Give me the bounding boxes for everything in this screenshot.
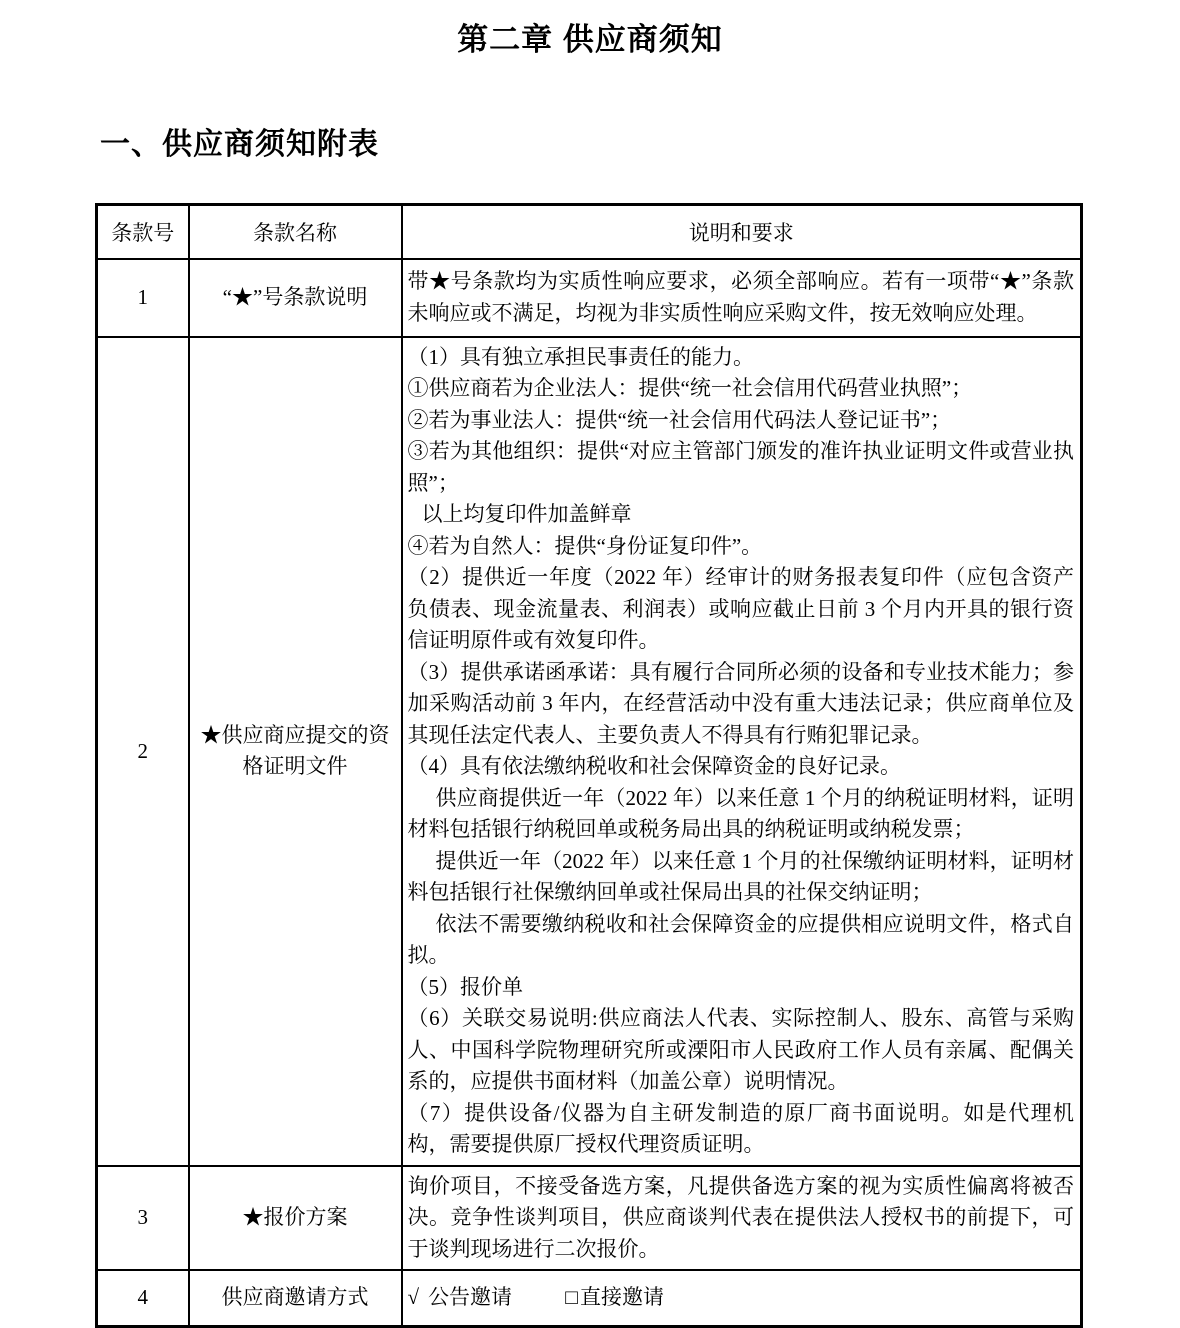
desc-paragraph: （5）报价单 [407,974,523,999]
desc-paragraph: （3）提供承诺函承诺：具有履行合同所必须的设备和专业技术能力；参加采购活动前 3 年内，在经营活动中没有重大违法记录；供应商单位及其现任法定代表人、主要负责人不得具有行贿犯罪记录。 [407,659,1074,747]
clause-desc-cell [402,337,1082,1166]
clause-name-cell: 供应商邀请方式 [189,1270,402,1326]
section-heading: 一、供应商须知附表 [100,128,379,161]
clause-name-cell: ★供应商应提交的资格证明文件 [189,337,402,1166]
desc-paragraph: ①供应商若为企业法人：提供“统一社会信用代码营业执照”； [407,376,973,400]
supplier-notice-table [95,203,1083,1328]
desc-paragraph: 供应商提供近一年（2022 年）以来任意 1 个月的纳税证明材料，证明材料包括银行纳税回单或税务局出具的纳税证明或纳税发票； [407,785,1074,841]
column-header-clause-name: 条款名称 [189,205,402,259]
clause-no-cell: 3 [97,1166,189,1271]
desc-paragraph: （7）提供设备/仪器为自主研发制造的原厂商书面说明。如是代理机构，需要提供原厂授权代理资质证明。 [407,1100,1074,1156]
clause-desc-cell [402,1270,1082,1326]
desc-paragraph: 以上均复印件加盖鲜章 [421,502,632,526]
table-row [97,259,1082,337]
table-row [97,1270,1082,1326]
desc-paragraph: （4）具有依法缴纳税收和社会保障资金的良好记录。 [407,754,901,778]
clause-name-cell: ★报价方案 [189,1166,402,1271]
desc-paragraph: （1）具有独立承担民事责任的能力。 [407,344,754,369]
clause-no-cell: 2 [97,337,189,1166]
desc-paragraph: ③若为其他组织：提供“对应主管部门颁发的准许执业证明文件或营业执照”； [407,439,1074,495]
page-title: 第二章 供应商须知 [457,22,723,57]
desc-paragraph: （6）关联交易说明:供应商法人代表、实际控制人、股东、高管与采购人、中国科学院物理研究所或溧阳市人民政府工作人员有亲属、配偶关系的，应提供书面材料（加盖公章）说明情况。 [407,1006,1074,1093]
clause-desc-cell [402,259,1082,337]
empty-checkbox-icon: □ [565,1285,578,1309]
clause-no-cell: 1 [97,259,189,337]
desc-paragraph: （2）提供近一年度（2022 年）经审计的财务报表复印件（应包含资产负债表、现金流量表、利润表）或响应截止日前 3 个月内开具的银行资信证明原件或有效复印件。 [407,565,1074,652]
checkmark-icon: √ [407,1285,420,1309]
column-header-clause-no: 条款号 [97,205,189,259]
clause-desc-cell [402,1166,1082,1271]
table-row [97,337,1082,1166]
column-header-description: 说明和要求 [402,205,1082,259]
desc-paragraph: 带★号条款均为实质性响应要求，必须全部响应。若有一项带“★”条款未响应或不满足，均视为非实质性响应采购文件，按无效响应处理。 [407,269,1074,325]
desc-paragraph: ④若为自然人：提供“身份证复印件”。 [407,533,763,558]
invite-option-direct [565,1285,664,1309]
desc-paragraph: 提供近一年（2022 年）以来任意 1 个月的社保缴纳证明材料，证明材料包括银行社保缴纳回单或社保局出具的社保交纳证明； [407,848,1074,904]
table-row [97,1166,1082,1271]
invite-option-label: 直接邀请 [579,1285,664,1309]
clause-no-cell: 4 [97,1270,189,1326]
invite-option-label: 公告邀请 [428,1285,513,1309]
clause-name-cell: “★”号条款说明 [189,259,402,337]
invite-option-announcement [408,1285,518,1309]
desc-paragraph: 询价项目，不接受备选方案，凡提供备选方案的视为实质性偏离将被否决。竞争性谈判项目，供应商谈判代表在提供法人授权书的前提下，可于谈判现场进行二次报价。 [407,1173,1074,1261]
table-header-row [97,205,1082,259]
desc-paragraph: 依法不需要缴纳税收和社会保障资金的应提供相应说明文件，格式自拟。 [407,911,1074,967]
desc-paragraph: ②若为事业法人：提供“统一社会信用代码法人登记证书”； [407,407,952,432]
